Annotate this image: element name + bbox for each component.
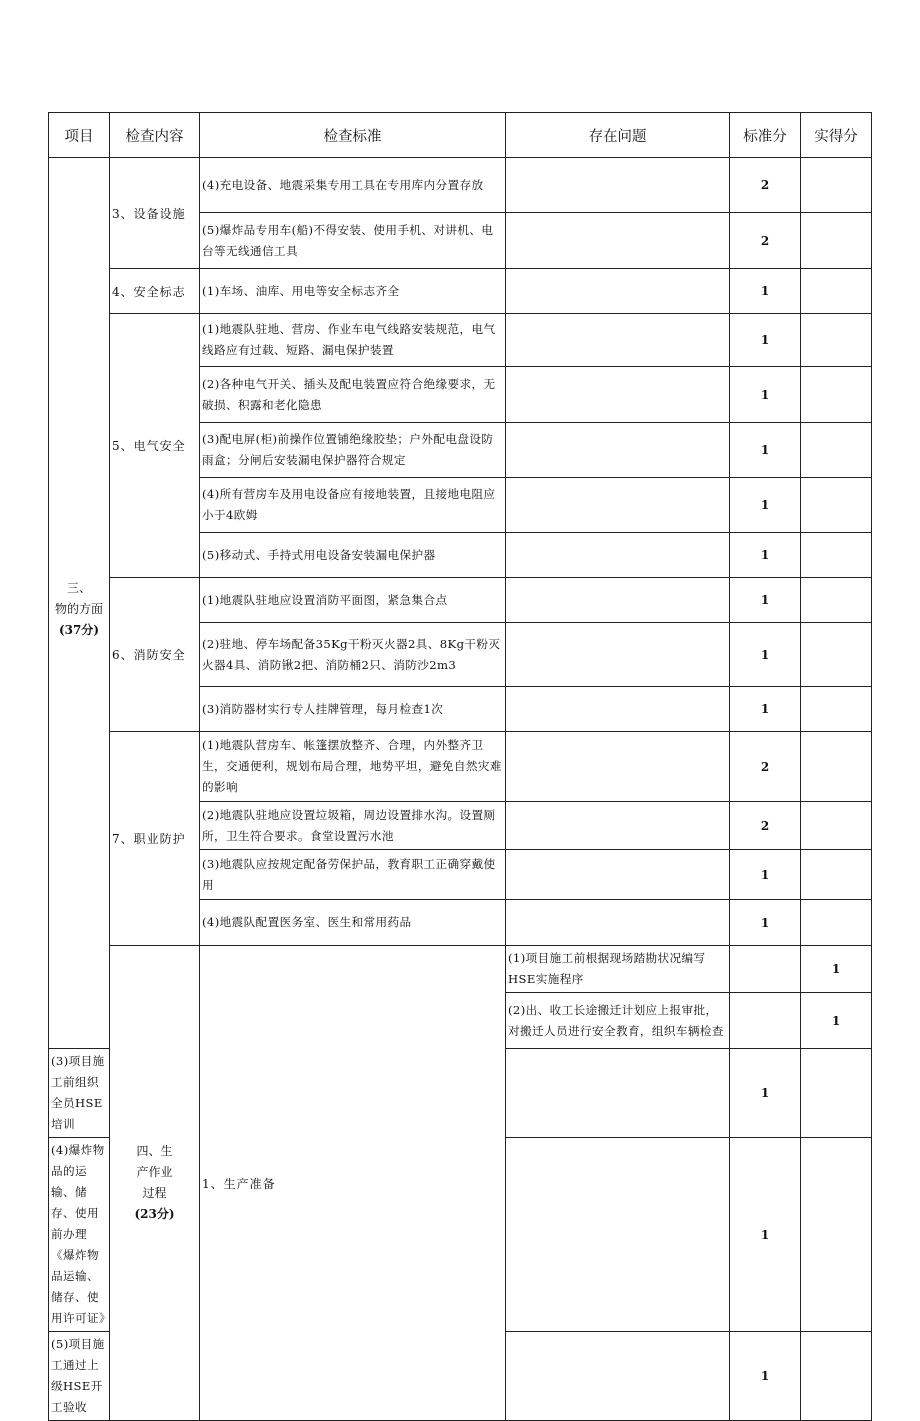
actual-score-cell[interactable] [801, 158, 872, 213]
standard-score: 1 [730, 423, 801, 478]
section-4-line3: 过程 [142, 1186, 167, 1200]
issue-cell[interactable] [506, 367, 730, 423]
issue-cell[interactable] [506, 269, 730, 314]
issue-cell[interactable] [506, 158, 730, 213]
standard-score: 2 [730, 158, 801, 213]
actual-score-cell[interactable] [801, 213, 872, 269]
standard-score: 1 [730, 687, 801, 732]
standard-score: 1 [730, 623, 801, 687]
standard-text: (3)消防器材实行专人挂牌管理，每月检查1次 [200, 687, 506, 732]
section-4-line1: 四、生 [136, 1144, 173, 1158]
standard-text: (2)出、收工长途搬迁计划应上报审批，对搬迁人员进行安全教育，组织车辆检查 [506, 993, 730, 1049]
standard-text: (5)项目施工通过上级HSE开工验收 [49, 1332, 110, 1421]
header-standard-score: 标准分 [730, 113, 801, 158]
section-3-cell [49, 158, 110, 1049]
issue-cell[interactable] [506, 732, 730, 802]
standard-score: 2 [730, 213, 801, 269]
section-4-line2: 产作业 [136, 1165, 173, 1179]
actual-score-cell[interactable] [801, 1138, 872, 1332]
standard-score: 1 [730, 1332, 801, 1421]
section-4-line4: (23分) [134, 1207, 175, 1221]
actual-score-cell[interactable] [801, 269, 872, 314]
header-project: 项目 [49, 113, 110, 158]
standard-score: 1 [730, 269, 801, 314]
actual-score-cell[interactable] [801, 802, 872, 850]
issue-cell[interactable] [730, 993, 801, 1049]
standard-score: 1 [801, 993, 872, 1049]
standard-score: 2 [730, 732, 801, 802]
header-content: 检查内容 [110, 113, 200, 158]
actual-score-cell[interactable] [801, 314, 872, 367]
standard-score: 1 [730, 1138, 801, 1332]
section-3-line2: 物的方面 [54, 601, 103, 616]
header-standard: 检查标准 [200, 113, 506, 158]
standard-text: (4)充电设备、地震采集专用工具在专用库内分置存放 [200, 158, 506, 213]
table-row [49, 269, 872, 314]
standard-text: (4)爆炸物品的运输、储存、使用前办理《爆炸物品运输、储存、使用许可证》 [49, 1138, 110, 1332]
standard-text: (5)移动式、手持式用电设备安装漏电保护器 [200, 533, 506, 578]
standard-score: 1 [801, 946, 872, 993]
actual-score-cell[interactable] [801, 1332, 872, 1421]
issue-cell[interactable] [506, 1138, 730, 1332]
standard-text: (2)地震队驻地应设置垃圾箱，周边设置排水沟。设置厕所，卫生符合要求。食堂设置污水池 [200, 802, 506, 850]
table-row [49, 314, 872, 367]
actual-score-cell[interactable] [801, 478, 872, 533]
standard-score: 1 [730, 367, 801, 423]
issue-cell[interactable] [506, 1332, 730, 1421]
standard-score: 2 [730, 802, 801, 850]
issue-cell[interactable] [506, 578, 730, 623]
group-label: 1、生产准备 [200, 946, 506, 1421]
standard-score: 1 [730, 314, 801, 367]
header-row [49, 113, 872, 158]
header-issues: 存在问题 [506, 113, 730, 158]
table-row [49, 158, 872, 213]
standard-score: 1 [730, 533, 801, 578]
actual-score-cell[interactable] [801, 533, 872, 578]
issue-cell[interactable] [506, 687, 730, 732]
issue-cell[interactable] [506, 802, 730, 850]
header-actual-score: 实得分 [801, 113, 872, 158]
table-row [49, 946, 872, 993]
issue-cell[interactable] [730, 946, 801, 993]
standard-text: (4)地震队配置医务室、医生和常用药品 [200, 900, 506, 946]
group-label: 7、职业防护 [110, 732, 200, 946]
standard-text: (1)车场、油库、用电等安全标志齐全 [200, 269, 506, 314]
standard-text: (3)配电屏(柜)前操作位置铺绝缘胶垫；户外配电盘设防雨盒；分闸后安装漏电保护器符合规定 [200, 423, 506, 478]
issue-cell[interactable] [506, 1049, 730, 1138]
actual-score-cell[interactable] [801, 367, 872, 423]
issue-cell[interactable] [506, 850, 730, 900]
issue-cell[interactable] [506, 314, 730, 367]
group-label: 5、电气安全 [110, 314, 200, 578]
inspection-table [48, 112, 872, 1421]
standard-text: (4)所有营房车及用电设备应有接地装置，且接地电阻应小于4欧姆 [200, 478, 506, 533]
standard-text: (1)地震队驻地、营房、作业车电气线路安装规范，电气线路应有过载、短路、漏电保护装置 [200, 314, 506, 367]
issue-cell[interactable] [506, 623, 730, 687]
issue-cell[interactable] [506, 213, 730, 269]
standard-score: 1 [730, 578, 801, 623]
standard-text: (1)项目施工前根据现场踏勘状况编写HSE实施程序 [506, 946, 730, 993]
actual-score-cell[interactable] [801, 578, 872, 623]
section-3-line1: 三、 [66, 580, 91, 595]
group-label: 6、消防安全 [110, 578, 200, 732]
issue-cell[interactable] [506, 533, 730, 578]
section-3-line3: (37分) [58, 622, 100, 637]
section-4-cell [110, 946, 200, 1421]
issue-cell[interactable] [506, 423, 730, 478]
standard-text: (3)项目施工前组织全员HSE培训 [49, 1049, 110, 1138]
standard-text: (5)爆炸品专用车(船)不得安装、使用手机、对讲机、电台等无线通信工具 [200, 213, 506, 269]
group-label: 3、设备设施 [110, 158, 200, 269]
standard-text: (2)驻地、停车场配备35Kg干粉灭火器2具、8Kg干粉灭火器4具、消防锹2把、消防桶2只、消防沙2m3 [200, 623, 506, 687]
issue-cell[interactable] [506, 478, 730, 533]
standard-score: 1 [730, 1049, 801, 1138]
actual-score-cell[interactable] [801, 687, 872, 732]
standard-text: (1)地震队营房车、帐篷摆放整齐、合理，内外整齐卫生，交通便利，规划布局合理，地势平坦，避免自然灾难的影响 [200, 732, 506, 802]
issue-cell[interactable] [506, 900, 730, 946]
actual-score-cell[interactable] [801, 732, 872, 802]
standard-score: 1 [730, 478, 801, 533]
standard-score: 1 [730, 850, 801, 900]
standard-text: (1)地震队驻地应设置消防平面图，紧急集合点 [200, 578, 506, 623]
actual-score-cell[interactable] [801, 900, 872, 946]
table-row [49, 578, 872, 623]
actual-score-cell[interactable] [801, 1049, 872, 1138]
actual-score-cell[interactable] [801, 623, 872, 687]
standard-score: 1 [730, 900, 801, 946]
standard-text: (2)各种电气开关、插头及配电装置应符合绝缘要求，无破损、积露和老化隐患 [200, 367, 506, 423]
actual-score-cell[interactable] [801, 423, 872, 478]
group-label: 4、安全标志 [110, 269, 200, 314]
standard-text: (3)地震队应按规定配备劳保护品，教育职工正确穿戴使用 [200, 850, 506, 900]
actual-score-cell[interactable] [801, 850, 872, 900]
table-row [49, 732, 872, 802]
